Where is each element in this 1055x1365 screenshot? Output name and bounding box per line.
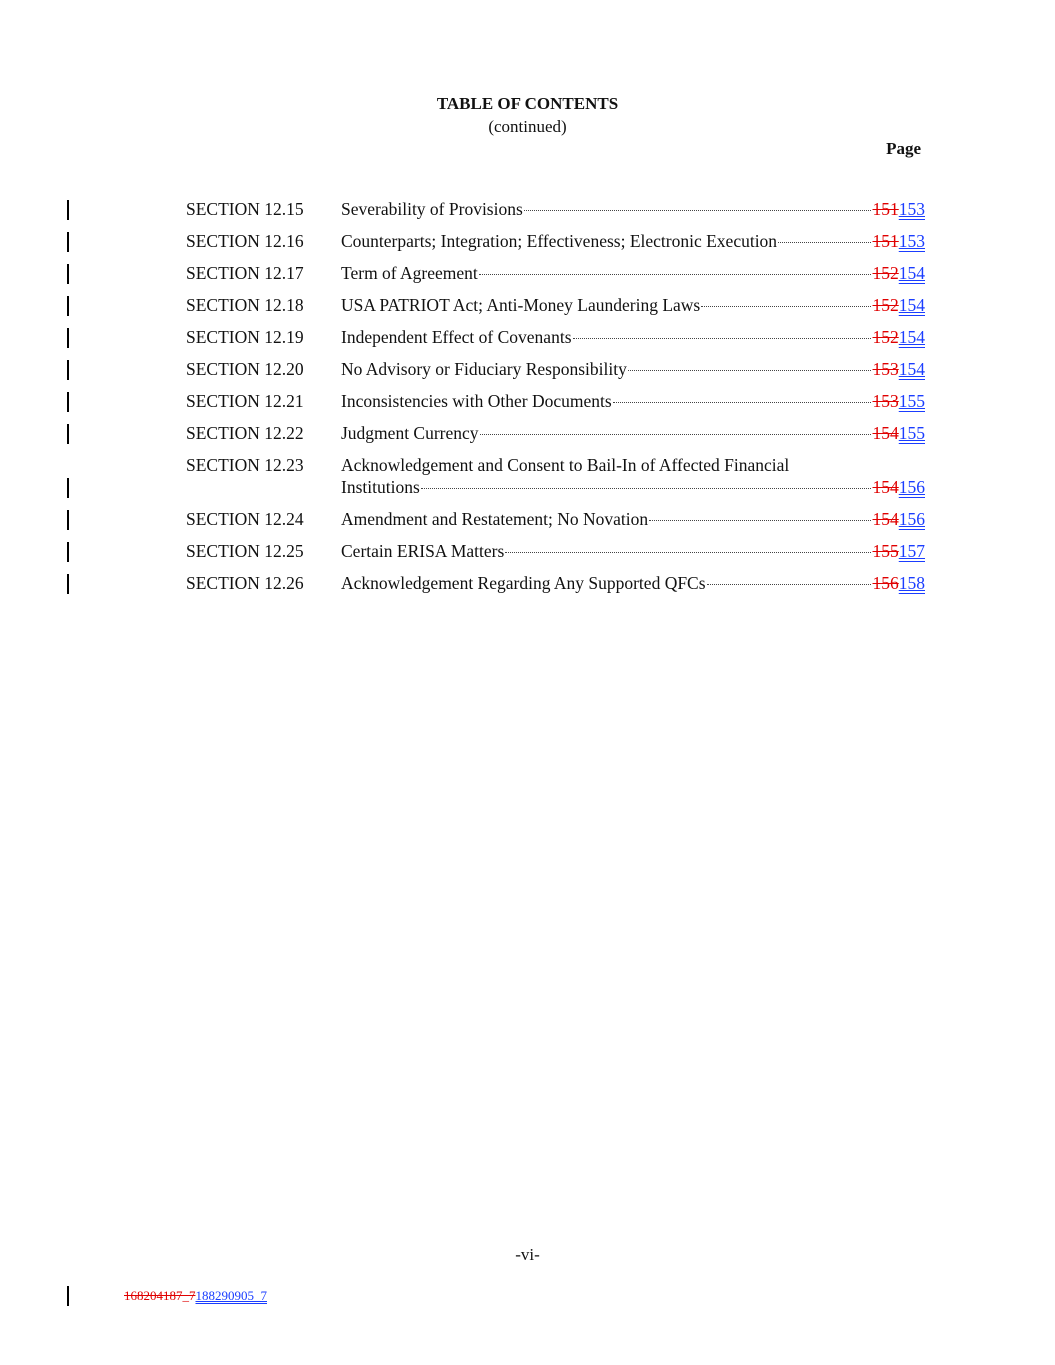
dot-leader (421, 488, 871, 489)
deleted-page-number: 152 (872, 295, 899, 315)
change-bar (67, 328, 69, 348)
toc-entry (0, 262, 1055, 294)
inserted-page-number[interactable]: 156 (898, 509, 925, 529)
section-number: SECTION 12.16 (186, 231, 304, 251)
section-number: SECTION 12.15 (186, 199, 304, 219)
page-number: -vi- (515, 1245, 540, 1264)
toc-entry (0, 198, 1055, 230)
deleted-page-number: 152 (872, 327, 899, 347)
section-number: SECTION 12.25 (186, 541, 304, 561)
inserted-page-number[interactable]: 154 (898, 359, 925, 379)
dot-leader (628, 370, 871, 371)
section-number: SECTION 12.19 (186, 327, 304, 347)
section-number: SECTION 12.18 (186, 295, 304, 315)
inserted-page-number[interactable]: 155 (898, 423, 925, 443)
change-bar (67, 478, 69, 498)
toc-list (0, 198, 1055, 604)
document-id-footer (124, 1288, 267, 1304)
change-bar (67, 296, 69, 316)
toc-entry (0, 390, 1055, 422)
inserted-page-number[interactable]: 157 (898, 541, 925, 561)
change-bar (67, 424, 69, 444)
deleted-page-number: 155 (872, 541, 899, 561)
page-column-header: Page (886, 139, 921, 158)
deleted-page-number: 154 (872, 509, 899, 529)
section-title[interactable]: Judgment Currency (341, 423, 479, 443)
change-bar (67, 542, 69, 562)
dot-leader (649, 520, 870, 521)
section-title[interactable]: Severability of Provisions (341, 199, 523, 219)
toc-entry (0, 540, 1055, 572)
change-bar (67, 392, 69, 412)
toc-entry (0, 572, 1055, 604)
section-number: SECTION 12.17 (186, 263, 304, 283)
toc-entry (0, 326, 1055, 358)
toc-title: TABLE OF CONTENTS (436, 94, 619, 113)
section-title-continued[interactable]: Institutions (341, 477, 420, 497)
change-bar (67, 510, 69, 530)
toc-entry (0, 358, 1055, 390)
section-number: SECTION 12.23 (186, 455, 304, 475)
toc-entry (0, 454, 1055, 508)
deleted-page-number: 151 (872, 231, 899, 251)
dot-leader (707, 584, 871, 585)
dot-leader (778, 242, 870, 243)
toc-entry (0, 422, 1055, 454)
change-bar (67, 264, 69, 284)
section-number: SECTION 12.21 (186, 391, 304, 411)
section-title[interactable]: Counterparts; Integration; Effectiveness; Electronic Execution (341, 231, 778, 251)
section-title[interactable]: Acknowledgement Regarding Any Supported QFCs (341, 573, 706, 593)
deleted-page-number: 156 (872, 573, 899, 593)
dot-leader (573, 338, 871, 339)
dot-leader (701, 306, 870, 307)
section-number: SECTION 12.26 (186, 573, 304, 593)
deleted-page-number: 154 (872, 477, 899, 497)
section-title[interactable]: Certain ERISA Matters (341, 541, 505, 561)
section-title[interactable]: Inconsistencies with Other Documents (341, 391, 612, 411)
change-bar (67, 200, 69, 220)
deleted-page-number: 152 (872, 263, 899, 283)
dot-leader (479, 274, 871, 275)
deleted-page-number: 153 (872, 391, 899, 411)
section-title[interactable]: No Advisory or Fiduciary Responsibility (341, 359, 627, 379)
dot-leader (613, 402, 871, 403)
toc-subtitle: (continued) (488, 117, 567, 136)
change-bar (67, 1286, 69, 1306)
inserted-page-number[interactable]: 153 (898, 199, 925, 219)
inserted-page-number[interactable]: 153 (898, 231, 925, 251)
inserted-page-number[interactable]: 154 (898, 263, 925, 283)
change-bar (67, 360, 69, 380)
section-title[interactable]: Independent Effect of Covenants (341, 327, 572, 347)
inserted-page-number[interactable]: 154 (898, 327, 925, 347)
dot-leader (524, 210, 871, 211)
inserted-document-id: 188290905_7 (195, 1288, 267, 1303)
deleted-page-number: 153 (872, 359, 899, 379)
deleted-page-number: 151 (872, 199, 899, 219)
change-bar (67, 232, 69, 252)
inserted-page-number[interactable]: 158 (898, 573, 925, 593)
section-title[interactable]: Acknowledgement and Consent to Bail-In of Affected Financial (341, 455, 790, 475)
inserted-page-number[interactable]: 155 (898, 391, 925, 411)
deleted-page-number: 154 (872, 423, 899, 443)
section-number: SECTION 12.22 (186, 423, 304, 443)
inserted-page-number[interactable]: 154 (898, 295, 925, 315)
dot-leader (505, 552, 870, 553)
toc-entry (0, 230, 1055, 262)
section-number: SECTION 12.24 (186, 509, 304, 529)
dot-leader (480, 434, 871, 435)
change-bar (67, 574, 69, 594)
inserted-page-number[interactable]: 156 (898, 477, 925, 497)
toc-entry (0, 508, 1055, 540)
deleted-document-id: 168204187_7 (124, 1288, 196, 1303)
toc-entry (0, 294, 1055, 326)
section-title[interactable]: USA PATRIOT Act; Anti-Money Laundering Laws (341, 295, 701, 315)
section-title[interactable]: Amendment and Restatement; No Novation (341, 509, 649, 529)
section-title[interactable]: Term of Agreement (341, 263, 478, 283)
section-number: SECTION 12.20 (186, 359, 304, 379)
